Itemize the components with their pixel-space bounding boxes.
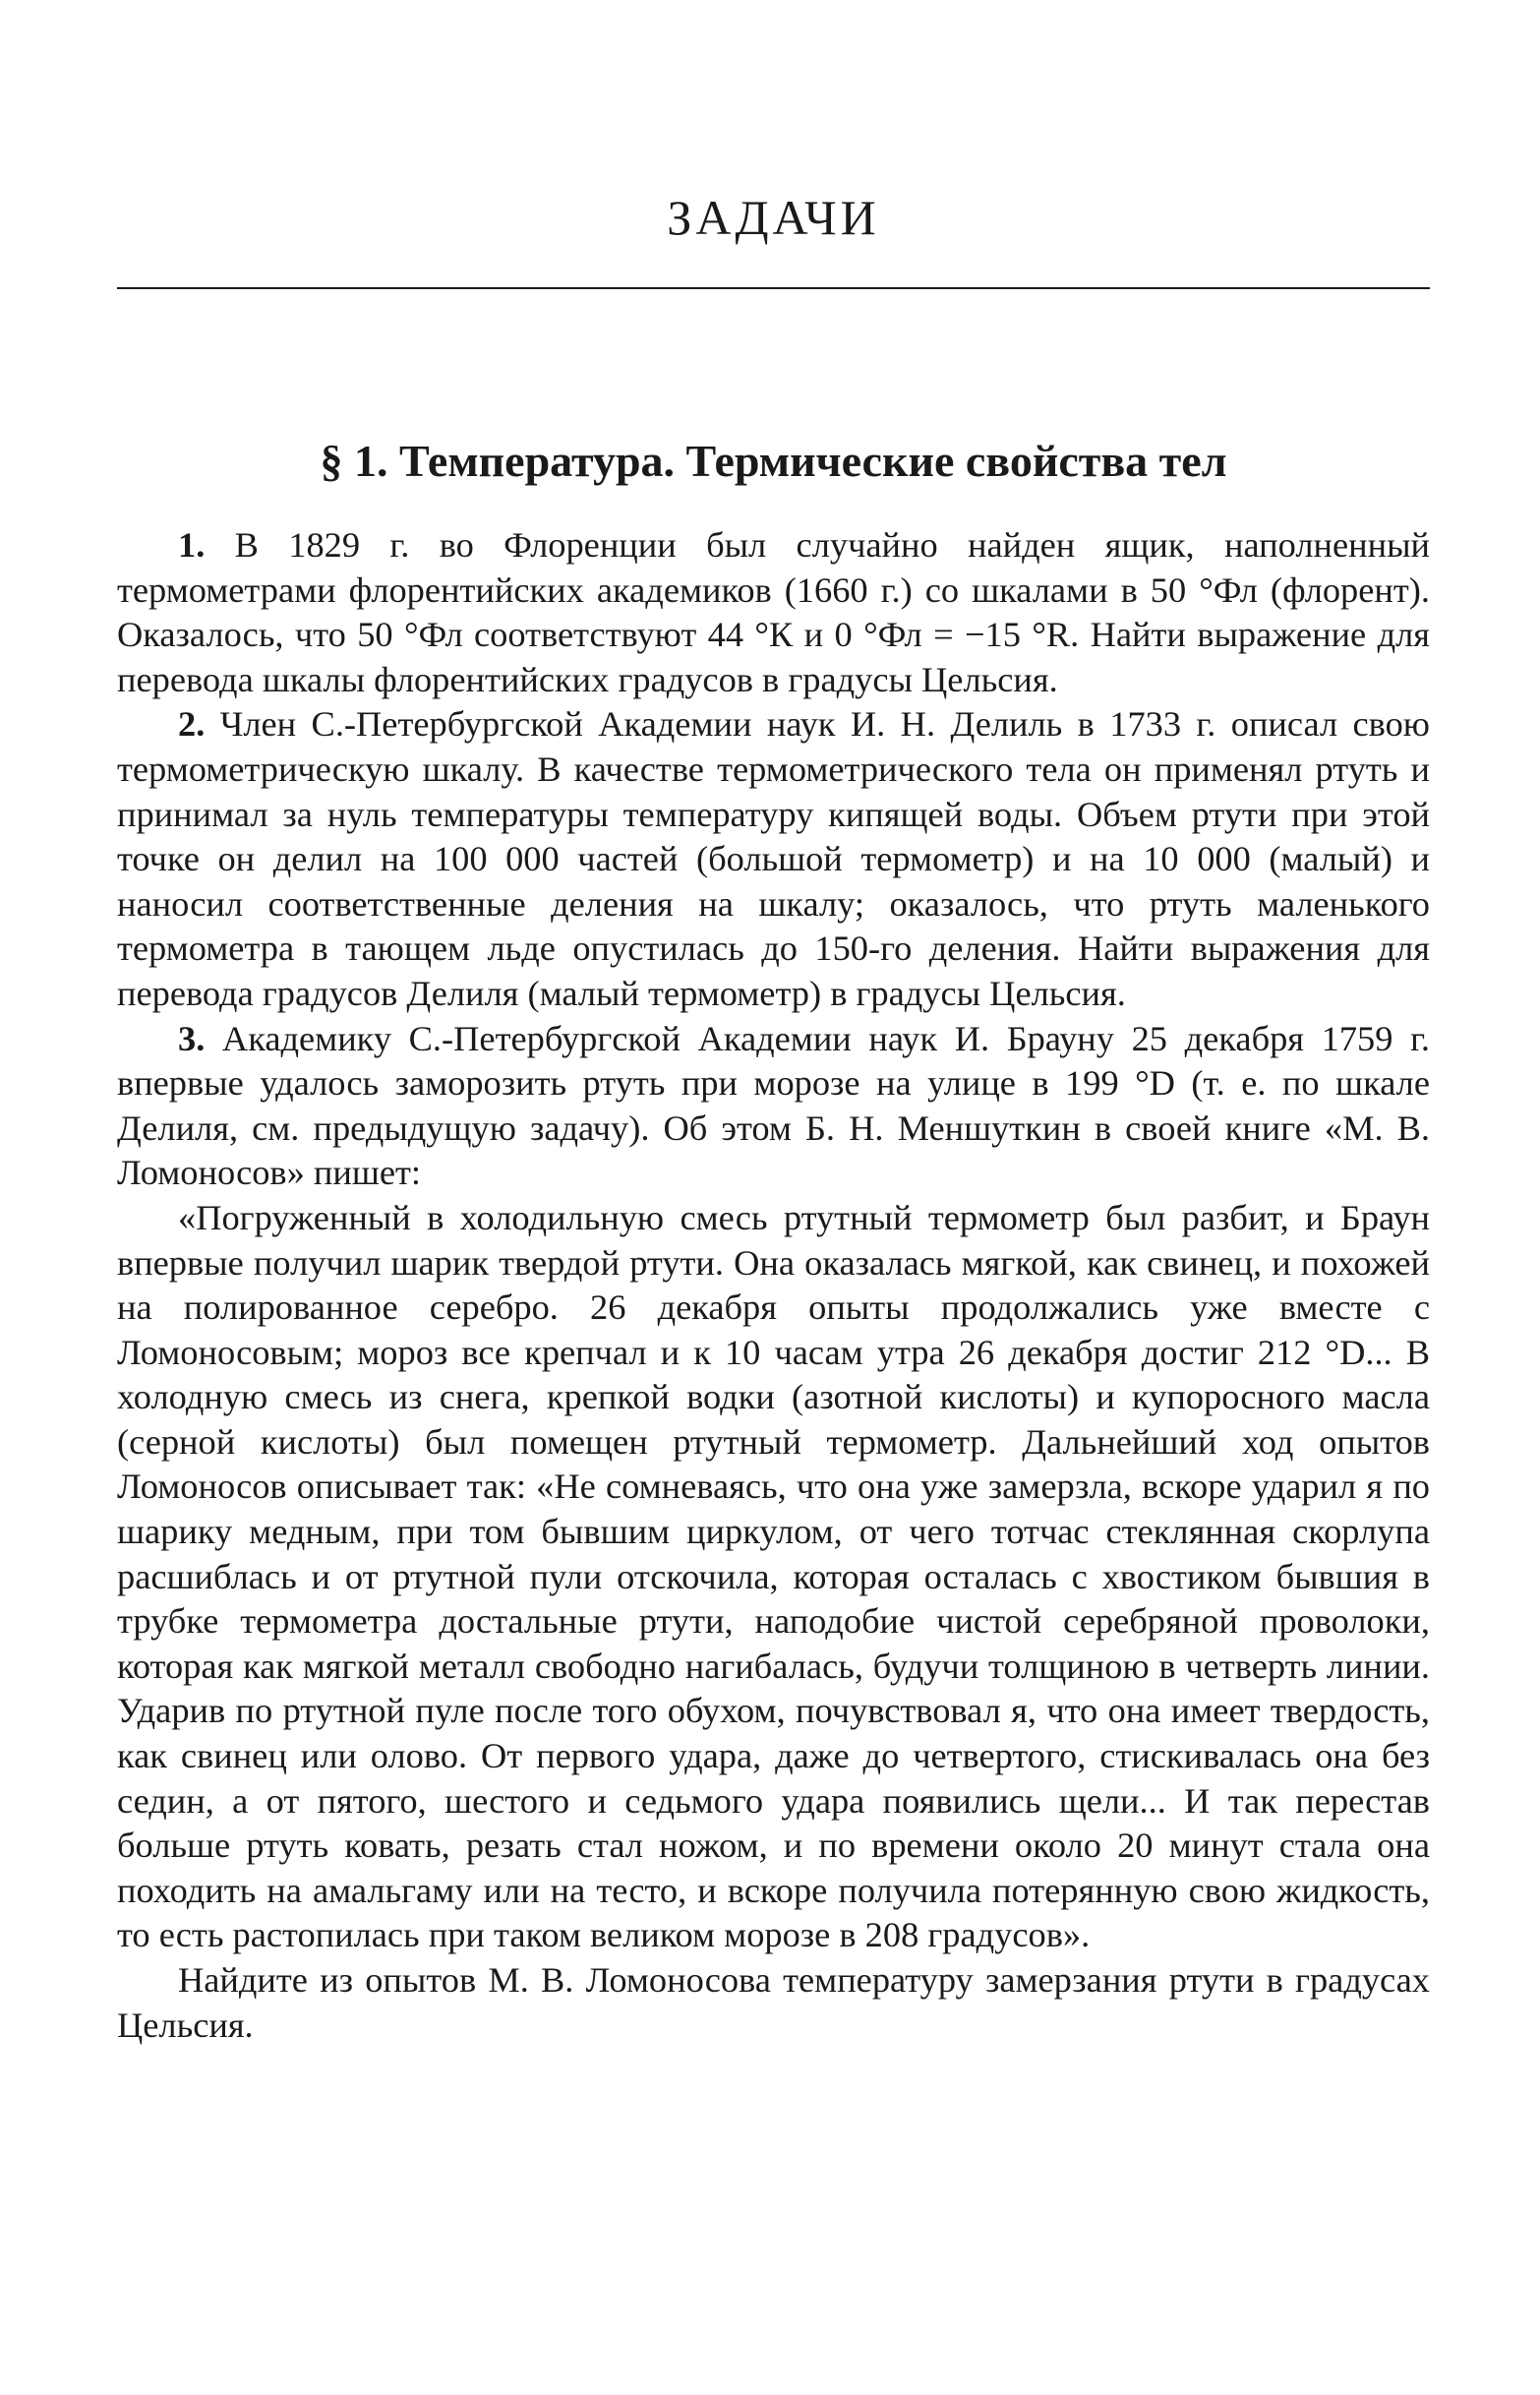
problem-text: Член С.-Петербургской Академии наук И. Н. Делиль в 1733 г. описал свою термометрическую шкалу. В качестве термометрического тела он применял ртуть и принимал за нуль температуры температуру кипящей воды. Объем ртути при этой точке он делил на 100 000 частей (большой термометр) и на 10 000 (малый) и наносил соответственные деления на шкалу; оказалось, что ртуть маленького термометра в тающем льде опустилась до 150-го деления. Найти выражения для перевода градусов Делиля (малый термометр) в градусы Цельсия. (117, 704, 1430, 1013)
problem-number: 2. (178, 704, 206, 745)
problem-1 (117, 523, 1430, 702)
problem-number: 1. (178, 525, 206, 565)
problems-text (117, 523, 1430, 2048)
final-question: Найдите из опытов М. В. Ломоносова температуру замерзания ртути в градусах Цельсия. (117, 1960, 1430, 2045)
problem-text: Академику С.-Петербургской Академии наук И. Брауну 25 декабря 1759 г. впервые удалось заморозить ртуть при морозе на улице в 199 °D (т. е. по шкале Делиля, см. предыдущую задачу). Об этом Б. Н. Меншуткин в своей книге «М. В. Ломоносов» пишет: (117, 1018, 1430, 1193)
section-heading: § 1. Температура. Термические свойства тел (320, 436, 1227, 486)
problem-2 (117, 702, 1430, 1016)
quote-paragraph: «Погруженный в холодильную смесь ртутный термометр был разбит, и Браун впервые получил шарик твердой ртути. Она оказалась мягкой, как свинец, и похожей на полированное серебро. 26 декабря опыты продолжались уже вместе с Ломоносовым; мороз все крепчал и к 10 часам утра 26 декабря достиг 212 °D... В холодную смесь из снега, крепкой водки (азотной кислоты) и купоросного масла (серной кислоты) был помещен ртутный термометр. Дальнейший ход опытов Ломоносов описывает так: «Не сомневаясь, что она уже замерзла, вскоре ударил я по шарику медным, при том бывшим циркулом, от чего тотчас стеклянная скорлупа расшиблась и от ртутной пули отскочила, которая осталась с хвостиком бывшия в трубке термометра достальные ртути, наподобие чистой серебряной проволоки, которая как мягкой металл свободно нагибалась, будучи толщиною в четверть линии. Ударив по ртутной пуле после того обухом, почувствовал я, что она имеет твердость, как свинец или олово. От первого удара, даже до четвертого, стискивалась она без седин, а от пятого, шестого и седьмого удара появились щели... И так перестав больше ртуть ковать, резать стал ножом, и по времени около 20 минут стала она походить на амальгаму или на тесто, и вскоре получила потерянную свою жидкость, то есть растопилась при таком великом морозе в 208 градусов». (117, 1197, 1430, 1955)
problem-number: 3. (178, 1018, 206, 1058)
title-divider (117, 287, 1430, 289)
problem-text: В 1829 г. во Флоренции был случайно найден ящик, наполненный термометрами флорентийских академиков (1660 г.) со шкалами в 50 °Фл (флорент). Оказалось, что 50 °Фл соответствуют 44 °К и 0 °Фл = −15 °R. Найти выражение для перевода шкалы флорентийских градусов в градусы Цельсия. (117, 525, 1430, 699)
problem-3 (117, 1017, 1430, 1196)
chapter-title: ЗАДАЧИ (667, 190, 880, 245)
